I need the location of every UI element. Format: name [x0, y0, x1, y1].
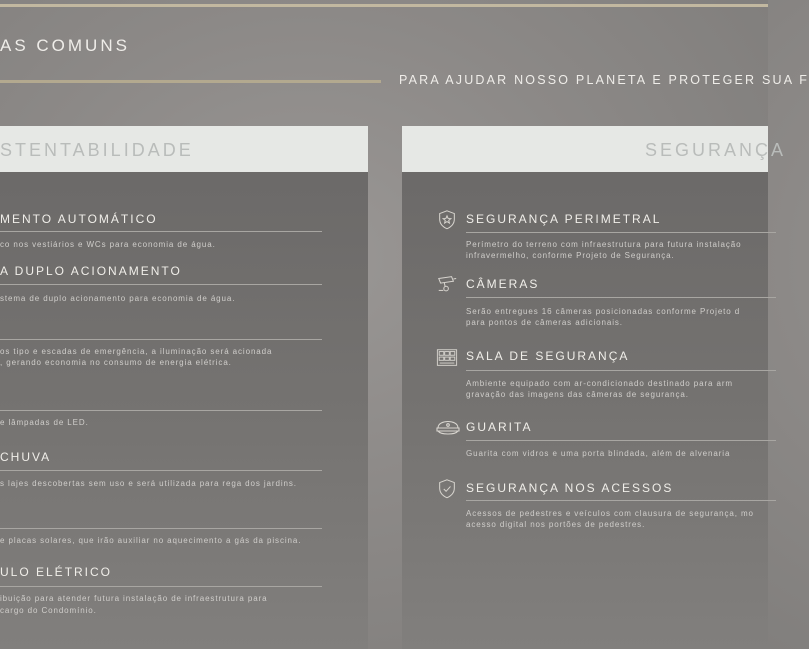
- item-divider: [0, 528, 322, 529]
- item-description: s lajes descobertas sem uso e será utilizada para rega dos jardins.: [0, 479, 297, 488]
- sustainability-panel-header: [0, 126, 368, 172]
- shield-star-icon: [435, 209, 459, 231]
- item-description: Serão entregues 16 câmeras posicionadas conforme Projeto d: [466, 307, 741, 316]
- page-title: AS COMUNS: [0, 36, 130, 55]
- item-description: os tipo e escadas de emergência, a iluminação será acionada: [0, 347, 273, 356]
- item-title: ULO ELÉTRICO: [0, 565, 113, 579]
- item-description: acesso digital nos portões de pedestres.: [466, 520, 646, 529]
- item-title: A DUPLO ACIONAMENTO: [0, 264, 182, 278]
- item-description: , gerando economia no consumo de energia elétrica.: [0, 358, 232, 367]
- item-description: e lâmpadas de LED.: [0, 418, 89, 427]
- sustainability-panel-title: STENTABILIDADE: [0, 140, 194, 160]
- item-description: stema de duplo acionamento para economia de água.: [0, 294, 236, 303]
- item-title: SALA DE SEGURANÇA: [466, 349, 630, 363]
- item-title: MENTO AUTOMÁTICO: [0, 212, 158, 226]
- header-divider: [0, 80, 381, 83]
- page-tagline: PARA AJUDAR NOSSO PLANETA E PROTEGER SUA F: [399, 73, 809, 87]
- item-title: CHUVA: [0, 450, 52, 464]
- item-title: SEGURANÇA PERIMETRAL: [466, 212, 662, 226]
- item-divider: [0, 231, 322, 232]
- shield-check-icon: [435, 478, 459, 500]
- item-description: cargo do Condomínio.: [0, 606, 97, 615]
- item-description: ibuição para atender futura instalação de infraestrutura para: [0, 594, 268, 603]
- security-panel-header: [402, 126, 787, 172]
- item-description: infravermelho, conforme Projeto de Segurança.: [466, 251, 675, 260]
- item-divider: [466, 232, 776, 233]
- item-description: Acessos de pedestres e veículos com clausura de segurança, mo: [466, 509, 754, 518]
- control-panel-icon: [435, 347, 459, 369]
- security-panel: [402, 126, 787, 649]
- item-title: SEGURANÇA NOS ACESSOS: [466, 481, 674, 495]
- item-description: e placas solares, que irão auxiliar no aquecimento a gás da piscina.: [0, 536, 302, 545]
- item-title: CÂMERAS: [466, 277, 540, 291]
- item-divider: [466, 440, 776, 441]
- item-description: co nos vestiários e WCs para economia de água.: [0, 240, 216, 249]
- item-divider: [466, 370, 776, 371]
- item-title: GUARITA: [466, 420, 533, 434]
- item-divider: [0, 339, 322, 340]
- security-camera-icon: [435, 273, 459, 295]
- item-description: gravação das imagens das câmeras de segurança.: [466, 390, 689, 399]
- item-description: Guarita com vidros e uma porta blindada, além de alvenaria: [466, 449, 731, 458]
- item-divider: [466, 500, 776, 501]
- item-divider: [0, 586, 322, 587]
- item-divider: [0, 410, 322, 411]
- item-divider: [0, 284, 322, 285]
- guard-cap-icon: [435, 418, 461, 440]
- item-description: para pontos de câmeras adicionais.: [466, 318, 623, 327]
- security-panel-title: SEGURANÇA: [645, 140, 787, 160]
- item-divider: [0, 470, 322, 471]
- item-divider: [466, 297, 776, 298]
- top-divider: [0, 4, 768, 7]
- item-description: Ambiente equipado com ar-condicionado destinado para arm: [466, 379, 733, 388]
- sustainability-panel: [0, 126, 368, 649]
- item-description: Perímetro do terreno com infraestrutura para futura instalação: [466, 240, 742, 249]
